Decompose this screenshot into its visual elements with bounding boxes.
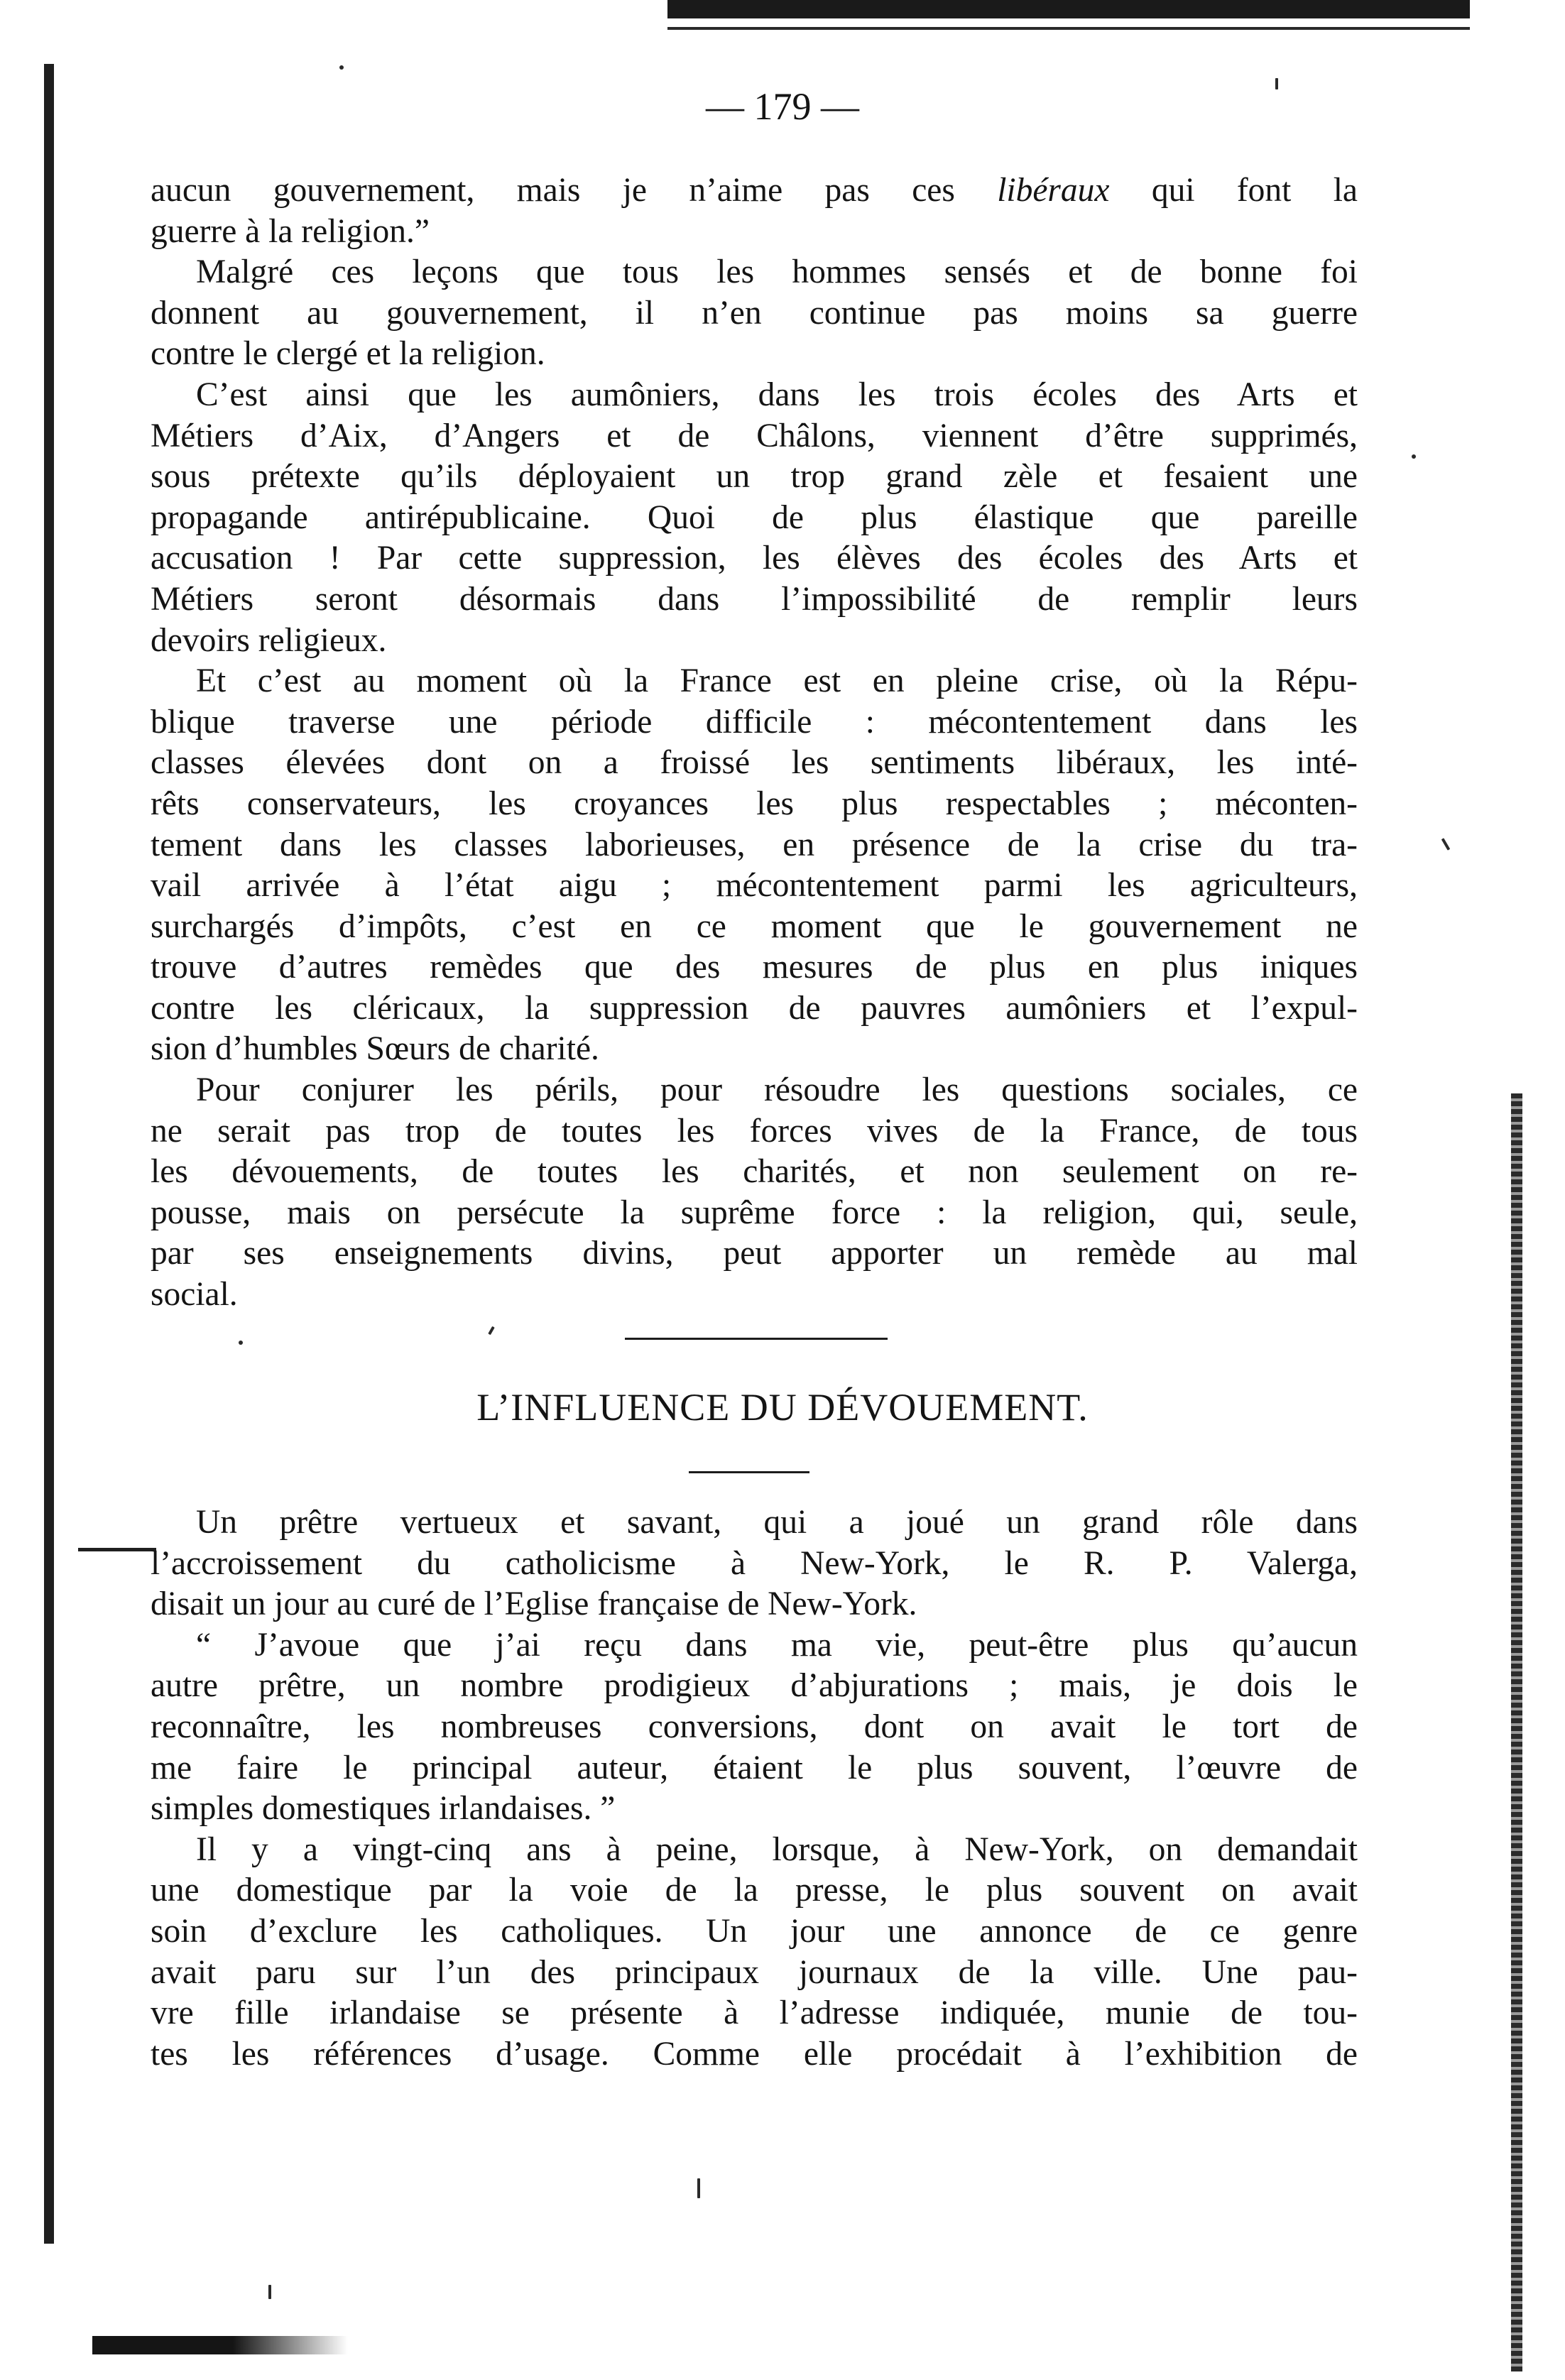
italic-word: libéraux bbox=[997, 172, 1110, 209]
scan-speck bbox=[1441, 838, 1450, 851]
text-line: par ses enseignements divins, peut apporter un remède au mal bbox=[151, 1235, 1358, 1272]
text-line: surchargés d’impôts, c’est en ce moment que le gouvernement ne bbox=[151, 907, 1358, 945]
scan-border-top bbox=[667, 0, 1470, 18]
text-line: autre prêtre, un nombre prodigieux d’abjurations ; mais, je dois le bbox=[151, 1667, 1358, 1705]
scan-speck bbox=[339, 65, 344, 70]
text-line: tement dans les classes laborieuses, en présence de la crise du tra- bbox=[151, 826, 1358, 863]
text-line: Et c’est au moment où la France est en pleine crise, où la Répu- bbox=[196, 662, 1358, 700]
section-title: L’INFLUENCE DU DÉVOUEMENT. bbox=[476, 1386, 1089, 1429]
scan-border-top-thin bbox=[667, 27, 1470, 30]
scan-speck bbox=[697, 2178, 700, 2198]
text-line: vre fille irlandaise se présente à l’adresse indiquée, munie de tou- bbox=[151, 1994, 1358, 2032]
text-line: avait paru sur l’un des principaux journaux de la ville. Une pau- bbox=[151, 1953, 1358, 1991]
scan-mark-left bbox=[78, 1548, 156, 1551]
text-line: blique traverse une période difficile : mécontentement dans les bbox=[151, 703, 1358, 741]
text-line: C’est ainsi que les aumôniers, dans les trois écoles des Arts et bbox=[196, 376, 1358, 413]
text-line: devoirs religieux. bbox=[151, 621, 387, 659]
text-line: les dévouements, de toutes les charités, et non seulement on re- bbox=[151, 1153, 1358, 1191]
text-line: me faire le principal auteur, étaient le plus souvent, l’œuvre de bbox=[151, 1749, 1358, 1786]
text-line: Il y a vingt-cinq ans à peine, lorsque, à New-York, on demandait bbox=[196, 1830, 1358, 1868]
text-line: Malgré ces leçons que tous les hommes sensés et de bonne foi bbox=[196, 253, 1358, 291]
text-line: social. bbox=[151, 1276, 238, 1314]
scan-speck bbox=[239, 1341, 243, 1345]
text-line: reconnaître, les nombreuses conversions, dont on avait le tort de bbox=[151, 1708, 1358, 1745]
scan-page-edge-right bbox=[1511, 1093, 1522, 2371]
text-line: “ J’avoue que j’ai reçu dans ma vie, peut-être plus qu’aucun bbox=[196, 1626, 1358, 1664]
scan-speck bbox=[1412, 454, 1416, 459]
text-line: pousse, mais on persécute la suprême force : la religion, qui, seule, bbox=[151, 1194, 1358, 1231]
text-line: trouve d’autres remèdes que des mesures de plus en plus iniques bbox=[151, 949, 1358, 986]
text-line: propagande antirépublicaine. Quoi de plus élastique que pareille bbox=[151, 498, 1358, 536]
text-line: contre les cléricaux, la suppression de pauvres aumôniers et l’expul- bbox=[151, 989, 1358, 1027]
scan-speck bbox=[488, 1326, 494, 1335]
text-line: aucun gouvernement, mais je n’aime pas ces libéraux qui font la bbox=[151, 172, 1358, 209]
text-line: guerre à la religion.” bbox=[151, 212, 430, 250]
section-rule-bottom bbox=[689, 1471, 809, 1473]
text-line: accusation ! Par cette suppression, les élèves des écoles des Arts et bbox=[151, 540, 1358, 577]
text-line: l’accroissement du catholicisme à New-York, le R. P. Valerga, bbox=[151, 1544, 1358, 1582]
text-line: contre le clergé et la religion. bbox=[151, 335, 545, 373]
page-number: — 179 — bbox=[706, 85, 859, 128]
scan-speck bbox=[268, 2285, 271, 2299]
text-line: sous prétexte qu’ils déployaient un trop grand zèle et fesaient une bbox=[151, 458, 1358, 496]
text-line: Pour conjurer les périls, pour résoudre les questions sociales, ce bbox=[196, 1071, 1358, 1109]
scan-smudge-bottom bbox=[92, 2336, 348, 2354]
text-line: soin d’exclure les catholiques. Un jour une annonce de ce genre bbox=[151, 1912, 1358, 1950]
scan-border-left bbox=[44, 64, 54, 2244]
text-line: simples domestiques irlandaises. ” bbox=[151, 1790, 616, 1828]
text-line: classes élevées dont on a froissé les sentiments libéraux, les inté- bbox=[151, 744, 1358, 782]
section-rule-top bbox=[625, 1338, 888, 1340]
text-line: ne serait pas trop de toutes les forces vives de la France, de tous bbox=[151, 1112, 1358, 1150]
text-line: donnent au gouvernement, il n’en continue pas moins sa guerre bbox=[151, 294, 1358, 332]
text-line: vail arrivée à l’état aigu ; mécontentement parmi les agriculteurs, bbox=[151, 867, 1358, 905]
text-line: une domestique par la voie de la presse, le plus souvent on avait bbox=[151, 1872, 1358, 1909]
text-line: Métiers d’Aix, d’Angers et de Châlons, viennent d’être supprimés, bbox=[151, 417, 1358, 454]
text-line: rêts conservateurs, les croyances les plus respectables ; méconten- bbox=[151, 785, 1358, 822]
text-line: sion d’humbles Sœurs de charité. bbox=[151, 1030, 599, 1068]
text-line: Métiers seront désormais dans l’impossibilité de remplir leurs bbox=[151, 580, 1358, 618]
text-line: tes les références d’usage. Comme elle procédait à l’exhibition de bbox=[151, 2035, 1358, 2073]
text-block-bottom bbox=[151, 1502, 1358, 2075]
text-block-top bbox=[151, 170, 1358, 1316]
text-line: Un prêtre vertueux et savant, qui a joué un grand rôle dans bbox=[196, 1504, 1358, 1541]
text-line: disait un jour au curé de l’Eglise française de New-York. bbox=[151, 1585, 917, 1623]
